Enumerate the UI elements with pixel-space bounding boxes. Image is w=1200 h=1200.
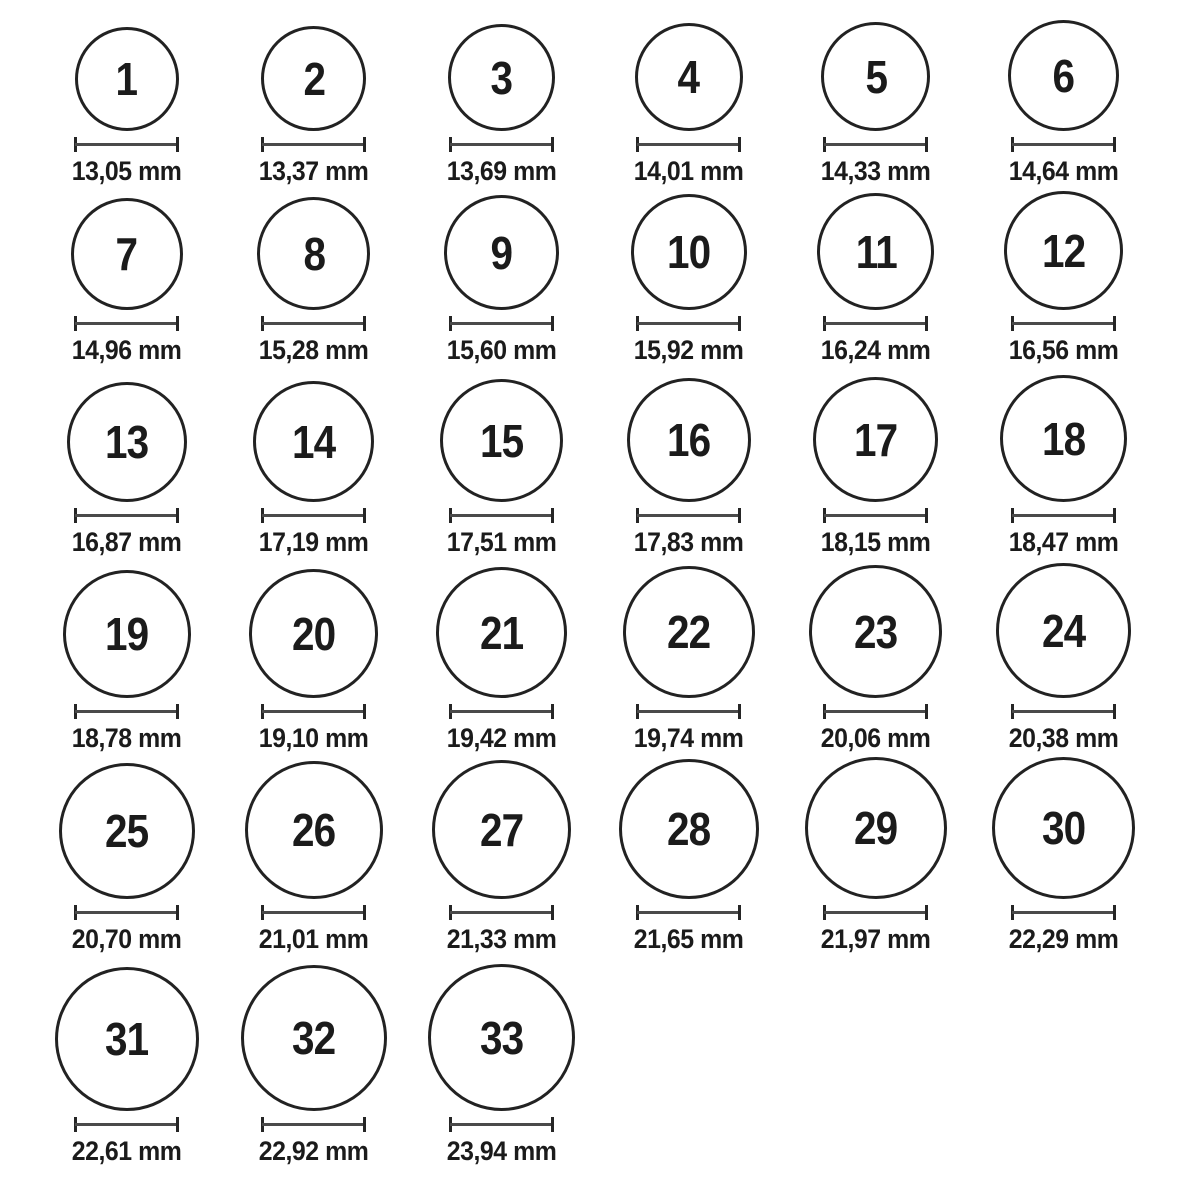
ring-size-item	[970, 561, 1157, 757]
diameter-label: 15,28 mm	[259, 335, 369, 365]
diameter-label: 18,47 mm	[1008, 527, 1119, 557]
ring-size-item	[408, 958, 595, 1170]
diameter-measure-line	[636, 704, 741, 719]
diameter-label: 17,19 mm	[259, 527, 369, 557]
ring-circle	[75, 27, 179, 131]
ring-size-number: 6	[1052, 49, 1075, 102]
measure-tick-right-icon	[176, 905, 179, 920]
diameter-measure-line	[449, 704, 554, 719]
diameter-measure-line	[823, 704, 928, 719]
measure-line	[824, 143, 927, 146]
measure-line	[824, 322, 927, 325]
ring-size-number: 18	[1041, 412, 1085, 465]
ring-circle	[627, 378, 751, 502]
ring-size-item	[408, 369, 595, 561]
diameter-measure-line	[261, 704, 366, 719]
diameter-measure-line	[449, 508, 554, 523]
measure-tick-right-icon	[551, 316, 554, 331]
measure-tick-right-icon	[925, 704, 928, 719]
ring-size-number: 16	[667, 414, 711, 466]
ring-size-item	[970, 757, 1157, 958]
measure-line	[1012, 514, 1115, 517]
measure-line	[450, 1123, 553, 1126]
ring-size-item	[33, 369, 220, 561]
diameter-label: 21,33 mm	[446, 924, 557, 954]
measure-line	[262, 1123, 365, 1126]
ring-size-number: 7	[115, 228, 138, 280]
measure-tick-right-icon	[176, 704, 179, 719]
ring-size-item	[970, 190, 1157, 369]
measure-tick-right-icon	[738, 508, 741, 523]
measure-line	[75, 1123, 178, 1126]
measure-line	[450, 911, 553, 914]
ring-size-number: 13	[105, 416, 149, 468]
measure-line	[450, 322, 553, 325]
diameter-label: 15,92 mm	[633, 335, 744, 365]
measure-line	[75, 322, 178, 325]
measure-tick-right-icon	[925, 905, 928, 920]
measure-tick-right-icon	[738, 704, 741, 719]
measure-line	[262, 322, 365, 325]
diameter-measure-line	[1011, 508, 1116, 523]
measure-tick-right-icon	[551, 137, 554, 152]
ring-circle	[448, 24, 555, 131]
ring-circle	[428, 964, 575, 1111]
ring-circle	[67, 382, 187, 502]
ring-size-number: 32	[292, 1012, 336, 1064]
diameter-measure-line	[449, 316, 554, 331]
diameter-measure-line	[261, 508, 366, 523]
measure-line	[75, 143, 178, 146]
ring-circle	[245, 761, 383, 899]
ring-size-number: 25	[105, 805, 149, 857]
ring-size-item	[220, 0, 407, 190]
ring-size-number: 14	[292, 415, 336, 468]
diameter-measure-line	[74, 704, 179, 719]
diameter-label: 17,83 mm	[633, 527, 744, 557]
diameter-measure-line	[261, 137, 366, 152]
ring-size-number: 20	[292, 607, 336, 660]
diameter-measure-line	[1011, 137, 1116, 152]
ring-circle	[71, 198, 183, 310]
measure-line	[75, 514, 178, 517]
diameter-measure-line	[74, 137, 179, 152]
measure-tick-right-icon	[363, 508, 366, 523]
ring-size-item	[595, 0, 782, 190]
diameter-label: 22,29 mm	[1008, 924, 1119, 954]
diameter-label: 22,61 mm	[71, 1136, 182, 1166]
diameter-label: 13,37 mm	[259, 156, 369, 186]
ring-size-item	[782, 190, 969, 369]
measure-tick-right-icon	[363, 316, 366, 331]
diameter-label: 19,42 mm	[446, 723, 557, 753]
ring-size-number: 24	[1041, 604, 1085, 657]
measure-line	[450, 143, 553, 146]
ring-size-number: 29	[854, 802, 898, 854]
ring-size-number: 1	[115, 53, 138, 105]
measure-tick-right-icon	[363, 1117, 366, 1132]
diameter-measure-line	[74, 1117, 179, 1132]
ring-circle	[249, 569, 378, 698]
measure-tick-right-icon	[1113, 137, 1116, 152]
measure-tick-right-icon	[176, 316, 179, 331]
ring-circle	[59, 763, 195, 899]
ring-circle	[821, 22, 930, 131]
ring-size-item	[782, 369, 969, 561]
ring-size-item	[33, 561, 220, 757]
diameter-measure-line	[449, 905, 554, 920]
diameter-label: 16,87 mm	[71, 527, 182, 557]
ring-size-item	[408, 561, 595, 757]
measure-tick-right-icon	[925, 137, 928, 152]
measure-line	[262, 514, 365, 517]
measure-tick-right-icon	[1113, 316, 1116, 331]
measure-line	[637, 143, 740, 146]
diameter-label: 18,15 mm	[821, 527, 931, 557]
measure-tick-right-icon	[363, 905, 366, 920]
measure-tick-right-icon	[738, 316, 741, 331]
measure-line	[450, 514, 553, 517]
measure-line	[450, 710, 553, 713]
ring-size-item	[220, 757, 407, 958]
ring-size-number: 23	[854, 605, 898, 658]
measure-line	[637, 710, 740, 713]
ring-circle	[432, 760, 571, 899]
measure-tick-right-icon	[551, 704, 554, 719]
diameter-measure-line	[74, 508, 179, 523]
ring-circle	[805, 757, 947, 899]
diameter-measure-line	[74, 316, 179, 331]
measure-line	[824, 710, 927, 713]
diameter-measure-line	[636, 316, 741, 331]
measure-tick-right-icon	[363, 137, 366, 152]
ring-size-number: 28	[667, 803, 711, 855]
diameter-measure-line	[74, 905, 179, 920]
measure-tick-right-icon	[176, 137, 179, 152]
ring-size-item	[408, 757, 595, 958]
ring-size-number: 8	[303, 227, 325, 280]
diameter-measure-line	[636, 508, 741, 523]
ring-size-item	[970, 369, 1157, 561]
diameter-label: 20,70 mm	[71, 924, 182, 954]
diameter-measure-line	[261, 905, 366, 920]
ring-size-item	[595, 757, 782, 958]
measure-tick-right-icon	[176, 508, 179, 523]
ring-size-number: 30	[1041, 802, 1085, 855]
ring-size-item	[595, 561, 782, 757]
diameter-measure-line	[823, 905, 928, 920]
ring-circle	[241, 965, 387, 1111]
ring-size-item	[595, 190, 782, 369]
ring-size-number: 19	[105, 608, 149, 660]
measure-tick-right-icon	[738, 137, 741, 152]
diameter-measure-line	[1011, 704, 1116, 719]
ring-circle	[813, 377, 938, 502]
diameter-measure-line	[1011, 905, 1116, 920]
diameter-measure-line	[261, 1117, 366, 1132]
measure-line	[1012, 143, 1115, 146]
ring-size-item	[33, 958, 220, 1170]
diameter-label: 21,97 mm	[821, 924, 931, 954]
measure-tick-right-icon	[1113, 704, 1116, 719]
diameter-label: 14,64 mm	[1008, 156, 1119, 186]
ring-circle	[55, 967, 199, 1111]
diameter-measure-line	[449, 137, 554, 152]
ring-size-item	[220, 561, 407, 757]
ring-size-number: 31	[105, 1013, 149, 1065]
diameter-label: 16,56 mm	[1008, 335, 1119, 365]
measure-line	[824, 911, 927, 914]
ring-size-number: 22	[667, 606, 711, 658]
ring-circle	[261, 26, 366, 131]
ring-size-number: 9	[490, 226, 513, 279]
measure-line	[262, 911, 365, 914]
ring-size-item	[782, 757, 969, 958]
ring-size-number: 27	[479, 803, 523, 856]
measure-line	[262, 710, 365, 713]
diameter-label: 13,05 mm	[71, 156, 182, 186]
ring-circle	[623, 566, 755, 698]
ring-circle	[635, 23, 743, 131]
ring-size-item	[33, 757, 220, 958]
diameter-label: 21,01 mm	[259, 924, 369, 954]
diameter-label: 14,01 mm	[633, 156, 744, 186]
measure-tick-right-icon	[551, 1117, 554, 1132]
ring-size-number: 3	[490, 51, 513, 104]
diameter-label: 22,92 mm	[259, 1136, 369, 1166]
ring-size-item	[408, 0, 595, 190]
measure-tick-right-icon	[176, 1117, 179, 1132]
ring-circle	[440, 379, 563, 502]
measure-line	[75, 911, 178, 914]
ring-size-number: 26	[292, 804, 336, 856]
ring-circle	[817, 193, 934, 310]
ring-size-number: 15	[479, 414, 523, 467]
diameter-label: 18,78 mm	[71, 723, 182, 753]
measure-line	[75, 710, 178, 713]
diameter-label: 19,10 mm	[259, 723, 369, 753]
ring-size-item	[220, 190, 407, 369]
ring-size-item	[220, 369, 407, 561]
diameter-label: 15,60 mm	[446, 335, 557, 365]
ring-circle	[992, 757, 1135, 899]
ring-circle	[809, 565, 942, 698]
diameter-label: 16,24 mm	[821, 335, 931, 365]
diameter-measure-line	[1011, 316, 1116, 331]
measure-tick-right-icon	[925, 316, 928, 331]
ring-circle	[1008, 20, 1119, 131]
diameter-measure-line	[823, 508, 928, 523]
diameter-measure-line	[449, 1117, 554, 1132]
measure-tick-right-icon	[738, 905, 741, 920]
measure-line	[824, 514, 927, 517]
ring-size-item	[782, 561, 969, 757]
diameter-label: 21,65 mm	[633, 924, 744, 954]
ring-size-item	[33, 0, 220, 190]
measure-line	[262, 143, 365, 146]
measure-tick-right-icon	[363, 704, 366, 719]
measure-tick-right-icon	[551, 508, 554, 523]
ring-size-number: 33	[479, 1011, 523, 1064]
measure-line	[1012, 322, 1115, 325]
ring-size-number: 11	[855, 225, 897, 278]
measure-line	[637, 514, 740, 517]
diameter-label: 20,38 mm	[1008, 723, 1119, 753]
measure-line	[637, 911, 740, 914]
ring-circle	[619, 759, 759, 899]
ring-size-item	[595, 369, 782, 561]
measure-tick-right-icon	[1113, 508, 1116, 523]
ring-circle	[63, 570, 191, 698]
ring-circle	[253, 381, 374, 502]
diameter-label: 13,69 mm	[446, 156, 557, 186]
ring-size-number: 17	[854, 413, 898, 466]
measure-line	[1012, 911, 1115, 914]
ring-circle	[436, 567, 567, 698]
measure-line	[1012, 710, 1115, 713]
diameter-label: 19,74 mm	[633, 723, 744, 753]
ring-size-number: 5	[865, 50, 887, 103]
measure-tick-right-icon	[1113, 905, 1116, 920]
ring-size-item	[970, 0, 1157, 190]
diameter-measure-line	[261, 316, 366, 331]
ring-circle	[996, 563, 1131, 698]
diameter-measure-line	[823, 316, 928, 331]
ring-circle	[1004, 191, 1123, 310]
ring-circle	[1000, 375, 1127, 502]
diameter-measure-line	[636, 905, 741, 920]
ring-size-item	[782, 0, 969, 190]
diameter-label: 14,33 mm	[821, 156, 931, 186]
ring-size-item	[220, 958, 407, 1170]
diameter-label: 20,06 mm	[821, 723, 931, 753]
ring-size-item	[408, 190, 595, 369]
ring-size-number: 4	[677, 51, 700, 103]
measure-tick-right-icon	[551, 905, 554, 920]
ring-circle	[444, 195, 559, 310]
ring-size-item	[33, 190, 220, 369]
ring-circle	[257, 197, 370, 310]
ring-size-number: 10	[667, 226, 711, 278]
diameter-label: 17,51 mm	[446, 527, 557, 557]
diameter-label: 23,94 mm	[446, 1136, 557, 1166]
measure-line	[637, 322, 740, 325]
diameter-label: 14,96 mm	[71, 335, 182, 365]
ring-size-number: 2	[303, 52, 325, 105]
ring-size-number: 12	[1041, 224, 1085, 277]
ring-circle	[631, 194, 747, 310]
ring-size-number: 21	[479, 606, 523, 659]
measure-tick-right-icon	[925, 508, 928, 523]
diameter-measure-line	[823, 137, 928, 152]
diameter-measure-line	[636, 137, 741, 152]
